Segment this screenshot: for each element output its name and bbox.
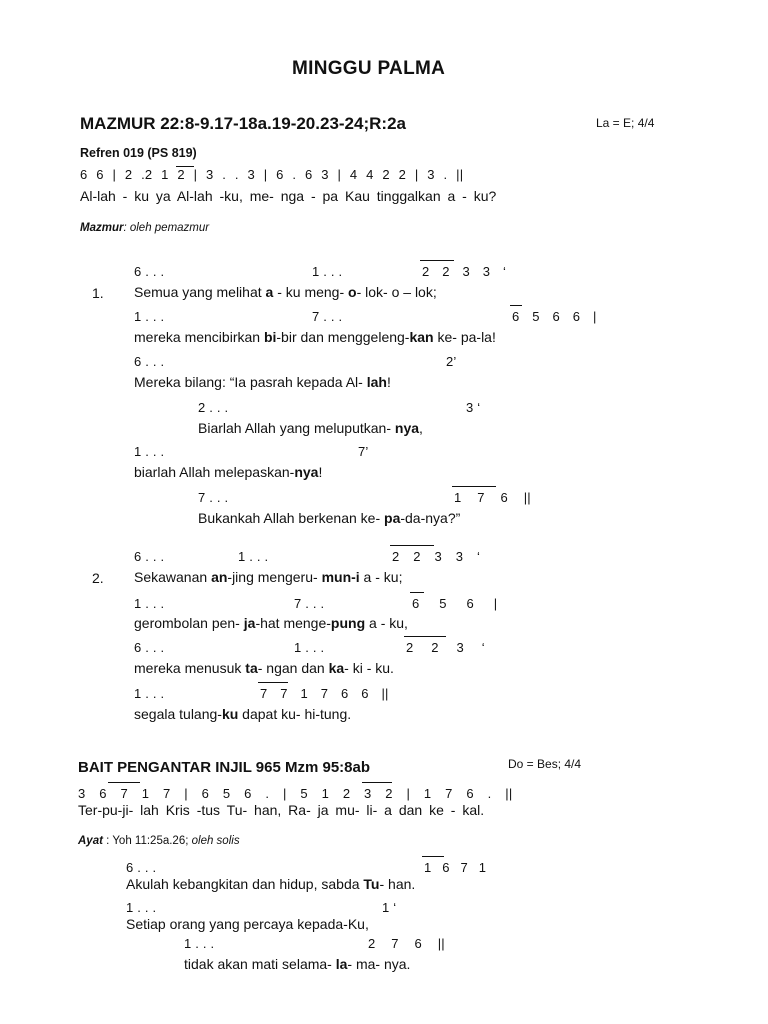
- lyric-segment: - han.: [379, 876, 416, 892]
- verse-1-line-6-text: [198, 510, 460, 526]
- lyric-segment: a - ku,: [365, 615, 408, 631]
- verse-1-line-1-overline: [420, 260, 454, 261]
- refren-label: Refren 019 (PS 819): [80, 146, 197, 160]
- ayat-note: [78, 835, 240, 847]
- verse-1-line-3-text: [134, 374, 391, 390]
- verse-1-line-5-notes-a: 1 . . .: [134, 444, 165, 459]
- lyric-segment: - ma- nya.: [347, 956, 411, 972]
- lyric-segment: Semua yang melihat: [134, 284, 266, 300]
- verse-1-line-2-overline: [510, 305, 522, 306]
- lyric-segment: segala tulang-: [134, 706, 222, 722]
- verse-1-line-6-overline: [452, 486, 496, 487]
- lyric-segment: Biarlah Allah yang meluputkan-: [198, 420, 395, 436]
- verse-2-line-4-overline: [258, 682, 288, 683]
- verse-1-line-5-text: [134, 464, 322, 480]
- mazmur-note: [80, 222, 209, 234]
- refren-lyrics: Al-lah - ku ya Al-lah -ku, me- nga - pa Kau tinggalkan a - ku?: [80, 188, 497, 204]
- lyric-segment: - ku meng-: [273, 284, 349, 300]
- lyric-segment: !: [386, 374, 391, 390]
- lyric-segment: nya: [394, 420, 420, 436]
- verse-2-line-3-notes-b: 1 . . .: [294, 640, 325, 655]
- verse-1-line-2-notes-a: 1 . . .: [134, 309, 165, 324]
- lyric-segment: mun-i: [321, 569, 360, 585]
- lyric-segment: bi: [263, 329, 277, 345]
- verse-1-line-1-notes-c: 2 2 3 3 ‘: [422, 264, 507, 279]
- verse-1-line-3-notes-a: 6 . . .: [134, 354, 165, 369]
- lyric-segment: !: [318, 464, 323, 480]
- lyric-segment: biarlah Allah melepaskan-: [134, 464, 295, 480]
- verse-2-line-3-overline: [404, 636, 446, 637]
- verse-1-line-6-notes-a: 7 . . .: [198, 490, 229, 505]
- verse-2-line-4-text: [134, 706, 351, 722]
- verse-2-line-2-notes-c: 6 5 6 |: [412, 596, 498, 611]
- lyric-segment: mereka menusuk: [134, 660, 246, 676]
- lyric-segment: Tu: [363, 876, 380, 892]
- lyric-segment: -hat menge-: [255, 615, 331, 631]
- lyric-segment: an: [211, 569, 228, 585]
- lyric-segment: lah: [366, 374, 387, 390]
- ayat-label: Ayat: [78, 835, 103, 847]
- verse-2-line-2-text: [134, 615, 408, 631]
- verse-2-line-1-text: [134, 569, 402, 585]
- verse-1-line-3-notes-c: 2’: [446, 354, 457, 369]
- verse-1-line-1-text: [134, 284, 437, 300]
- lyric-segment: tidak akan mati selama-: [184, 956, 336, 972]
- verse-2-line-1-notes-a: 6 . . .: [134, 549, 165, 564]
- verse-1-line-6-notes-c: 1 7 6 ||: [454, 490, 531, 505]
- lyric-segment: ja: [243, 615, 256, 631]
- verse-2-number: 2.: [92, 570, 104, 586]
- verse-1-line-4-text: [198, 420, 423, 436]
- lyric-segment: a: [265, 284, 274, 300]
- lyric-segment: Setiap orang yang percaya kepada-Ku,: [126, 916, 369, 932]
- lyric-segment: gerombolan pen-: [134, 615, 244, 631]
- verse-2-line-1-notes-c: 2 2 3 3 ‘: [392, 549, 481, 564]
- verse-2-line-4-notes-a: 1 . . .: [134, 686, 165, 701]
- verse-2-line-2-notes-b: 7 . . .: [294, 596, 325, 611]
- verse-2-line-3-notes-c: 2 2 3 ‘: [406, 640, 485, 655]
- verse-1-line-4-notes-a: 2 . . .: [198, 400, 229, 415]
- lyric-segment: mereka mencibirkan: [134, 329, 264, 345]
- lyric-segment: Akulah kebangkitan dan hidup, sabda: [126, 876, 364, 892]
- lyric-segment: ta: [245, 660, 258, 676]
- bait-overline-2: [362, 782, 392, 783]
- lyric-segment: - ngan dan: [257, 660, 329, 676]
- verse-1-line-1-notes-b: 1 . . .: [312, 264, 343, 279]
- ayat-line-2-text: [126, 916, 369, 932]
- lyric-segment: dapat ku- hi-tung.: [238, 706, 352, 722]
- verse-2-line-4-notes-b: 7 7 1 7 6 6 ||: [260, 686, 389, 701]
- verse-2-line-1-notes-b: 1 . . .: [238, 549, 269, 564]
- lyric-segment: a - ku;: [359, 569, 403, 585]
- verse-2-line-3-notes-a: 6 . . .: [134, 640, 165, 655]
- verse-1-line-2-notes-c: 6 5 6 6 |: [512, 309, 597, 324]
- lyric-segment: Bukankah Allah berkenan ke-: [198, 510, 385, 526]
- mazmur-by: : oleh pemazmur: [123, 222, 210, 234]
- lyric-segment: pa: [384, 510, 401, 526]
- lyric-segment: o: [348, 284, 357, 300]
- bait-overline-1: [108, 782, 140, 783]
- lyric-segment: -jing mengeru-: [227, 569, 322, 585]
- ayat-line-3-text: [184, 956, 410, 972]
- verse-1-line-5-notes-c: 7’: [358, 444, 369, 459]
- verse-2-line-3-text: [134, 660, 394, 676]
- lyric-segment: kan: [409, 329, 434, 345]
- verse-2-line-1-overline: [390, 545, 434, 546]
- mazmur-label: Mazmur: [80, 222, 124, 234]
- verse-2-line-2-overline: [410, 592, 424, 593]
- lyric-segment: Sekawanan: [134, 569, 212, 585]
- lyric-segment: ,: [419, 420, 423, 436]
- verse-1-line-2-text: [134, 329, 496, 345]
- lyric-segment: ku: [221, 706, 239, 722]
- ayat-line-1-notes-c: 1 6 7 1: [424, 860, 487, 875]
- lyric-segment: ke- pa-la!: [433, 329, 496, 345]
- bait-notes: 3 6 7 1 7 | 6 5 6 . | 5 1 2 3 2 | 1 7 6 . ||: [78, 786, 513, 801]
- bait-key: Do = Bes; 4/4: [508, 757, 582, 771]
- ayat-line-3-notes-a: 1 . . .: [184, 936, 215, 951]
- refren-notes: 6 6 | 2 .2 1 2 | 3 . . 3 | 6 . 6 3 | 4 4 2 2 | 3 . ||: [80, 167, 464, 182]
- ayat-line-1-notes-a: 6 . . .: [126, 860, 157, 875]
- lyric-segment: - ki - ku.: [344, 660, 394, 676]
- lyric-segment: Mereka bilang: “Ia pasrah kepada Al-: [134, 374, 367, 390]
- ayat-line-2-notes-a: 1 . . .: [126, 900, 157, 915]
- lyric-segment: -bir dan menggeleng-: [276, 329, 410, 345]
- lyric-segment: la: [335, 956, 348, 972]
- bait-lyrics: Ter-pu-ji- lah Kris -tus Tu- han, Ra- ja mu- li- a dan ke - kal.: [78, 802, 485, 818]
- page-title: MINGGU PALMA: [292, 58, 446, 79]
- ayat-line-1-text: [126, 876, 415, 892]
- verse-1-number: 1.: [92, 285, 104, 301]
- verse-1-line-4-notes-c: 3 ‘: [466, 400, 481, 415]
- lyric-segment: -da-nya?”: [400, 510, 461, 526]
- ayat-line-1-overline: [422, 856, 444, 857]
- psalm-key: La = E; 4/4: [596, 116, 655, 130]
- ayat-by: oleh solis: [191, 835, 240, 847]
- ayat-line-3-notes-c: 2 7 6 ||: [368, 936, 445, 951]
- verse-1-line-2-notes-b: 7 . . .: [312, 309, 343, 324]
- lyric-segment: pung: [330, 615, 366, 631]
- bait-heading: BAIT PENGANTAR INJIL 965 Mzm 95:8ab: [78, 759, 371, 776]
- lyric-segment: nya: [294, 464, 319, 480]
- lyric-segment: - lok- o – lok;: [356, 284, 437, 300]
- ayat-line-2-notes-c: 1 ‘: [382, 900, 397, 915]
- verse-1-line-1-notes-a: 6 . . .: [134, 264, 165, 279]
- ayat-ref: : Yoh 11:25a.26;: [102, 835, 192, 847]
- lyric-segment: ka: [328, 660, 345, 676]
- refren-overline: [176, 166, 194, 167]
- psalm-heading: MAZMUR 22:8-9.17-18a.19-20.23-24;R:2a: [80, 114, 406, 133]
- verse-2-line-2-notes-a: 1 . . .: [134, 596, 165, 611]
